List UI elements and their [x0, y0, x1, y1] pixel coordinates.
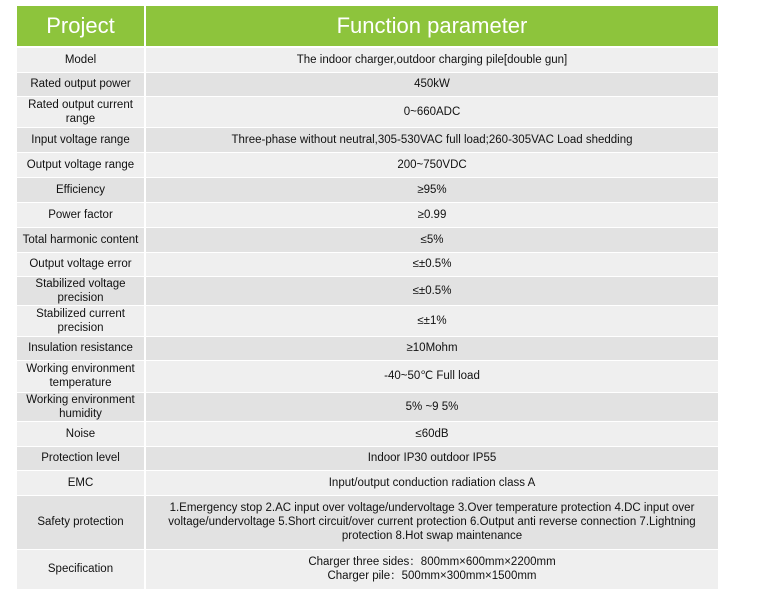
row-value: 200~750VDC: [145, 152, 718, 177]
table-row: [17, 202, 718, 227]
header-project: Project: [17, 6, 145, 47]
row-key: Noise: [17, 421, 145, 446]
header-function-parameter: Function parameter: [145, 6, 718, 47]
table-row: [17, 305, 718, 336]
row-value: ≤±0.5%: [145, 252, 718, 276]
table-row: [17, 392, 718, 421]
row-value: 0~660ADC: [145, 96, 718, 127]
row-key: Power factor: [17, 202, 145, 227]
row-key: Output voltage error: [17, 252, 145, 276]
row-value: ≤±0.5%: [145, 276, 718, 305]
row-key: Rated output power: [17, 72, 145, 96]
row-key: Model: [17, 47, 145, 72]
table-row: [17, 336, 718, 360]
table-row: [17, 360, 718, 392]
row-key: [17, 305, 145, 336]
row-key: [17, 96, 145, 127]
row-key: Efficiency: [17, 177, 145, 202]
row-key-line: precision: [57, 321, 104, 334]
row-key: Insulation resistance: [17, 336, 145, 360]
row-key-line: Working environment: [26, 393, 135, 406]
table-row: [17, 152, 718, 177]
table-row: [17, 495, 718, 549]
row-value: -40~50℃ Full load: [145, 360, 718, 392]
row-value: ≤5%: [145, 227, 718, 252]
row-value: [145, 549, 718, 589]
row-value: ≤±1%: [145, 305, 718, 336]
row-value: 450kW: [145, 72, 718, 96]
table-row: [17, 421, 718, 446]
table-row: [17, 127, 718, 152]
row-value: [145, 495, 718, 549]
table-row: [17, 549, 718, 589]
row-value: Three-phase without neutral,305-530VAC full load;260-305VAC Load shedding: [145, 127, 718, 152]
row-key: Specification: [17, 549, 145, 589]
row-value-line: protection 8.Hot swap maintenance: [341, 530, 523, 542]
row-key: Total harmonic content: [17, 227, 145, 252]
row-key-line: temperature: [49, 377, 112, 389]
row-value: Input/output conduction radiation class A: [145, 470, 718, 495]
table-row: [17, 72, 718, 96]
row-key-line: precision: [57, 291, 104, 304]
row-key: [17, 360, 145, 392]
row-value: Indoor IP30 outdoor IP55: [145, 446, 718, 470]
row-key-line: Stabilized voltage: [35, 277, 126, 290]
row-key: Input voltage range: [17, 127, 145, 152]
table-row: [17, 96, 718, 127]
table-row: [17, 252, 718, 276]
row-key-line: humidity: [59, 407, 102, 420]
row-key: [17, 392, 145, 421]
row-value: 5% ~9 5%: [145, 392, 718, 421]
table-row: [17, 446, 718, 470]
spec-table: [17, 6, 718, 590]
row-key: Protection level: [17, 446, 145, 470]
row-key: EMC: [17, 470, 145, 495]
header-row: [17, 6, 718, 47]
table-row: [17, 177, 718, 202]
table-row: [17, 227, 718, 252]
table-row: [17, 470, 718, 495]
row-value-line: Charger three sides：800mm×600mm×2200mm: [308, 556, 556, 568]
row-key-line: range: [65, 112, 96, 125]
row-value-line: 1.Emergency stop 2.AC input over voltage/undervoltage 3.Over temperature protection 4.DC input over: [169, 502, 695, 514]
row-value: The indoor charger,outdoor charging pile[double gun]: [145, 47, 718, 72]
row-value: ≥0.99: [145, 202, 718, 227]
row-value: ≥10Mohm: [145, 336, 718, 360]
row-key: Output voltage range: [17, 152, 145, 177]
row-value-line: Charger pile：500mm×300mm×1500mm: [327, 570, 537, 582]
row-key: [17, 276, 145, 305]
row-value: ≥95%: [145, 177, 718, 202]
table-row: [17, 47, 718, 72]
row-key: Safety protection: [17, 495, 145, 549]
row-value-line: voltage/undervoltage 5.Short circuit/over current protection 6.Output anti reverse connection 7.Lightning: [168, 516, 696, 528]
row-value: ≤60dB: [145, 421, 718, 446]
table-row: [17, 276, 718, 305]
row-key-line: Stabilized current: [36, 307, 125, 320]
row-key-line: Working environment: [26, 363, 135, 375]
row-key-line: Rated output current: [28, 98, 133, 111]
